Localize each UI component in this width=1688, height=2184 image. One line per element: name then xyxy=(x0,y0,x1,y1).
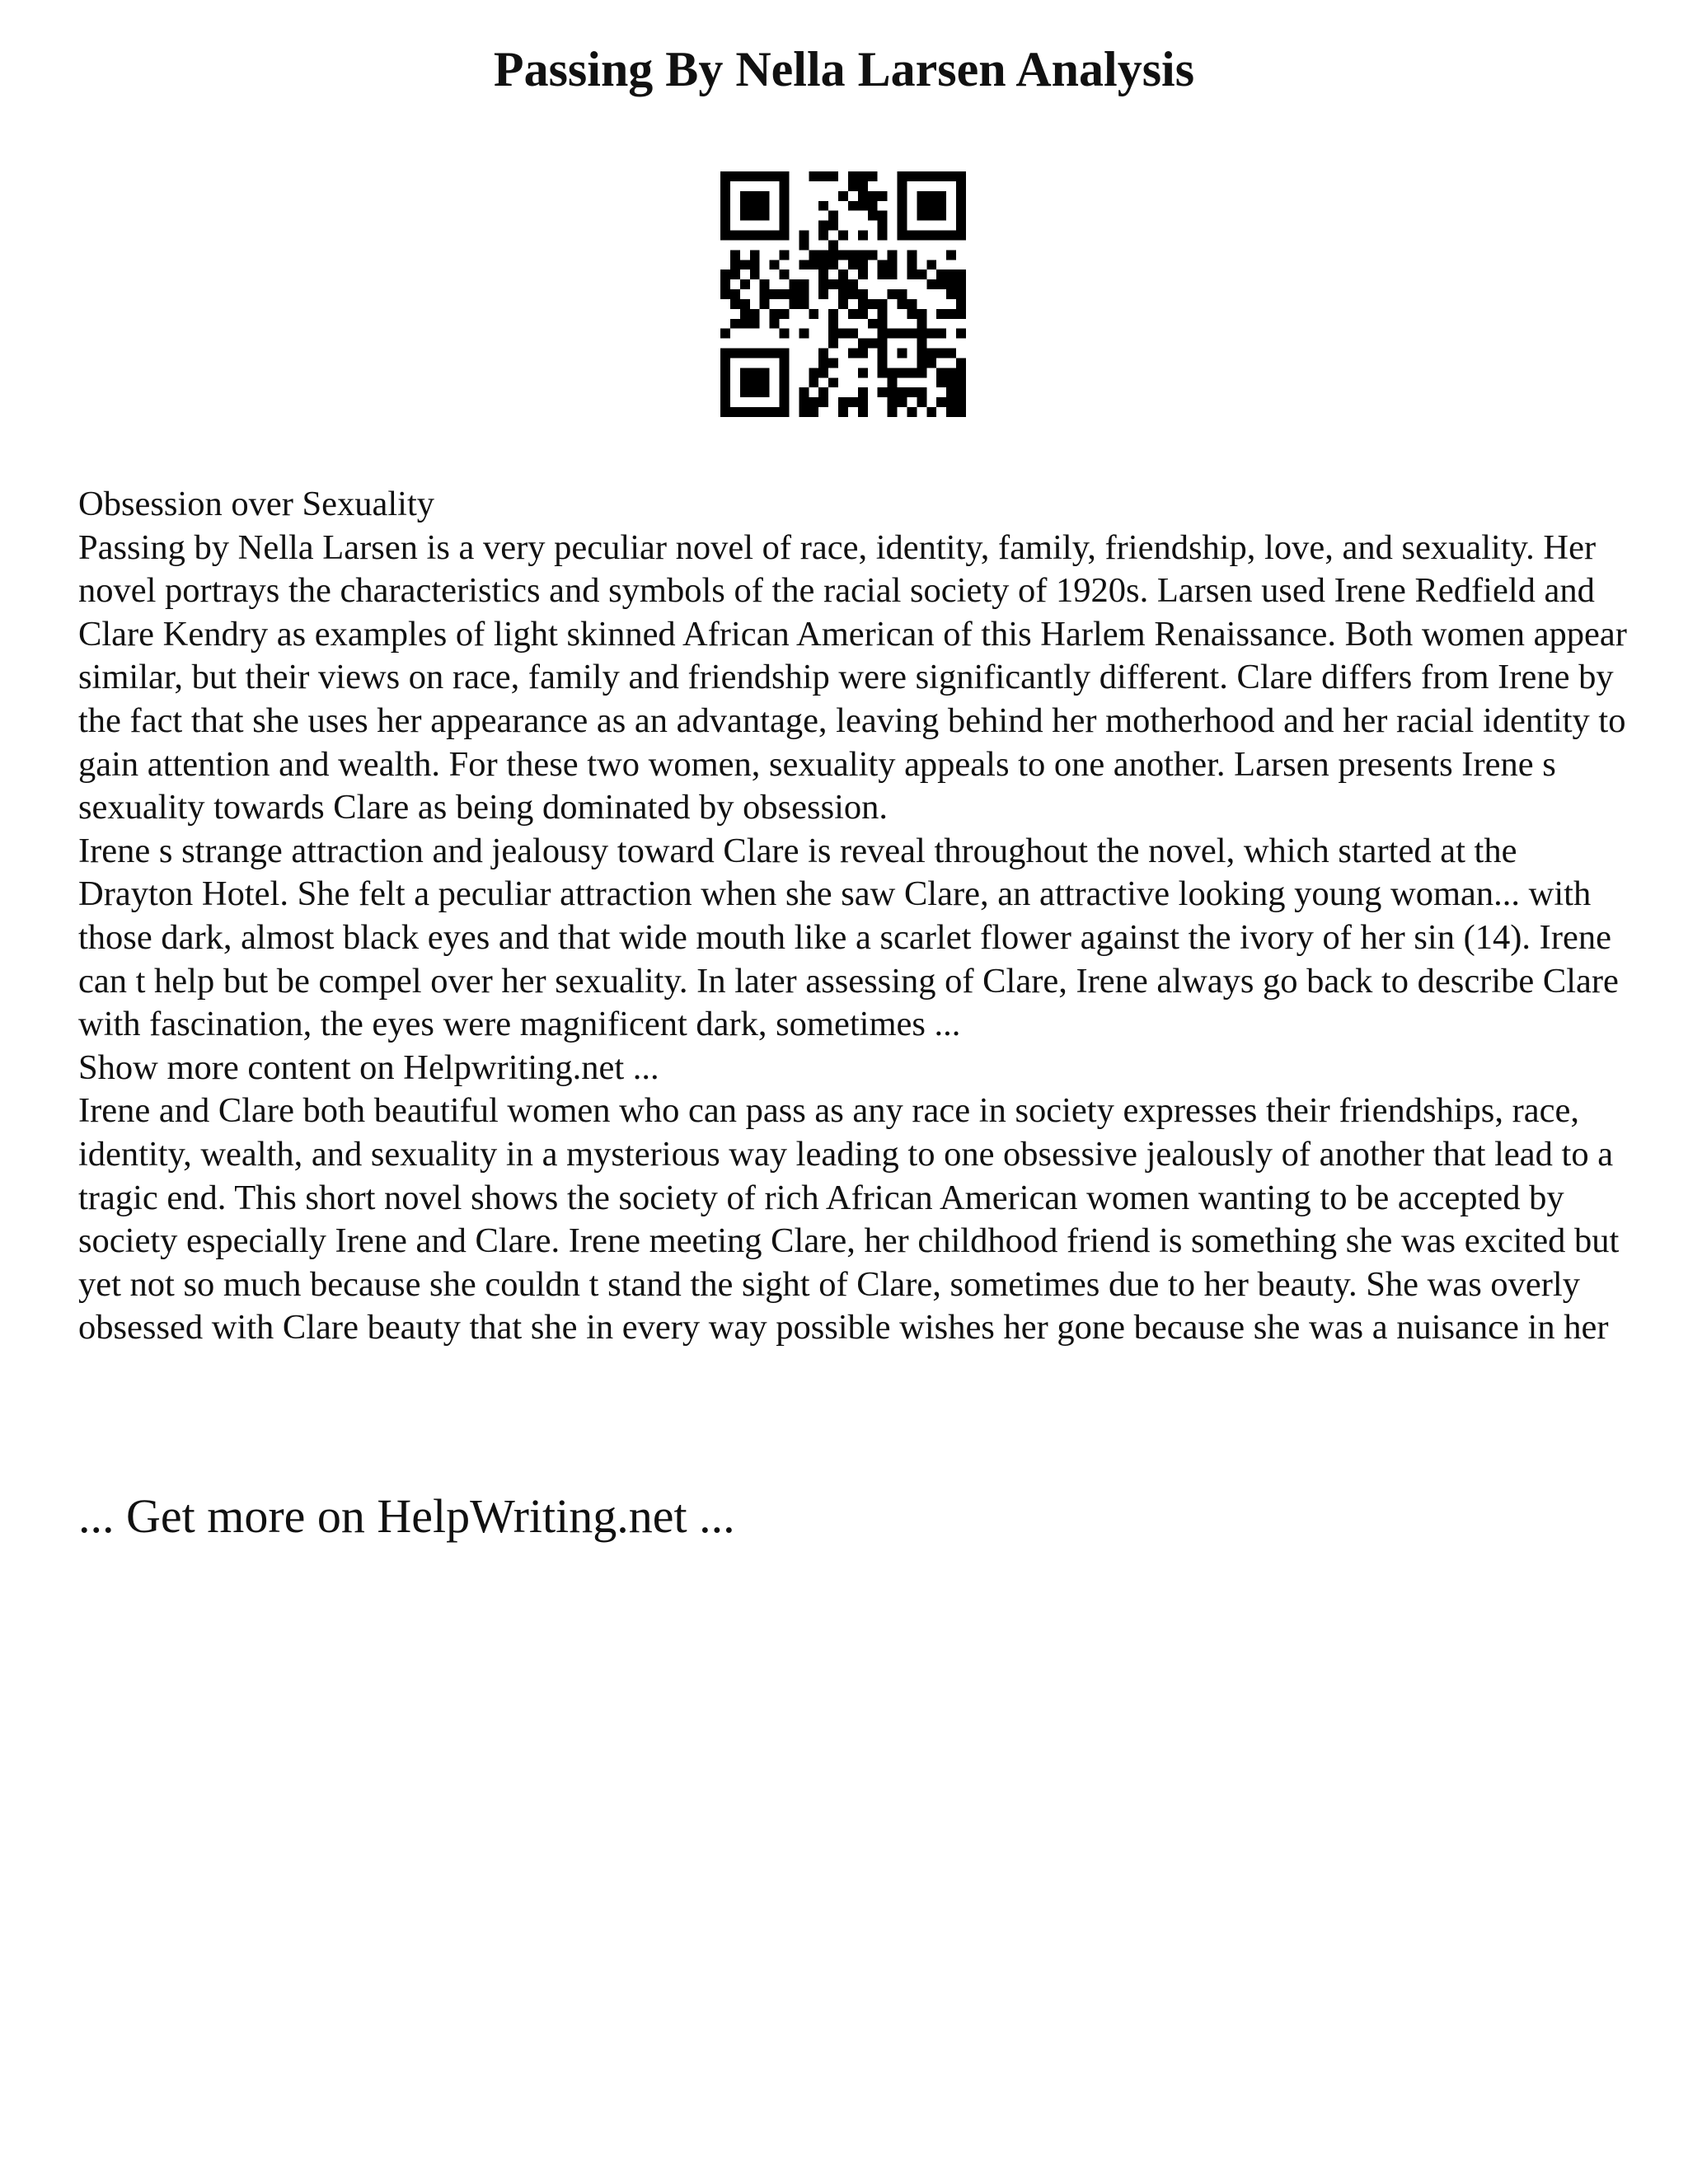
article-body xyxy=(78,483,1628,1350)
section-heading: Obsession over Sexuality xyxy=(78,485,435,523)
document-title: Passing By Nella Larsen Analysis xyxy=(493,42,1195,96)
body-paragraph: Passing by Nella Larsen is a very peculiar novel of race, identity, family, friendship, love, and sexuality. Her novel portrays the characteristics and symbols of the racial society of 1920s. Larsen used Irene Redfield and Clare Kendry as examples of light skinned African American of this Harlem Renaissance. Both women appear similar, but their views on race, family and friendship were significantly different. Clare differs from Irene by the fact that she uses her appearance as an advantage, leaving behind her motherhood and her racial identity to gain attention and wealth. For these two women, sexuality appeals to one another. Larsen presents Irene s sexuality towards Clare as being dominated by obsession. xyxy=(78,527,1627,827)
show-more-link[interactable]: Show more content on Helpwriting.net ... xyxy=(78,1047,659,1087)
qr-code-icon xyxy=(720,171,966,417)
body-paragraph: Irene and Clare both beautiful women who can pass as any race in society expresses their friendships, race, identity, wealth, and sexuality in a mysterious way leading to one obsessive jealously of another that lead to a tragic end. This short novel shows the society of rich African American women wanting to be accepted by society especially Irene and Clare. Irene meeting Clare, her childhood friend is something she was excited but yet not so much because she couldn t stand the sight of Clare, sometimes due to her beauty. She was overly obsessed with Clare beauty that she in every way possible wishes her gone because she was a nuisance in her xyxy=(78,1091,1620,1347)
body-paragraph: Irene s strange attraction and jealousy toward Clare is reveal throughout the novel, which started at the Drayton Hotel. She felt a peculiar attraction when she saw Clare, an attractive looking young woman... with those dark, almost black eyes and that wide mouth like a scarlet flower against the ivory of her sin (14). Irene can t help but be compel over her sexuality. In later assessing of Clare, Irene always go back to describe Clare with fascination, the eyes were magnificent dark, sometimes ... xyxy=(78,831,1619,1044)
get-more-link[interactable]: ... Get more on HelpWriting.net ... xyxy=(78,1489,735,1543)
